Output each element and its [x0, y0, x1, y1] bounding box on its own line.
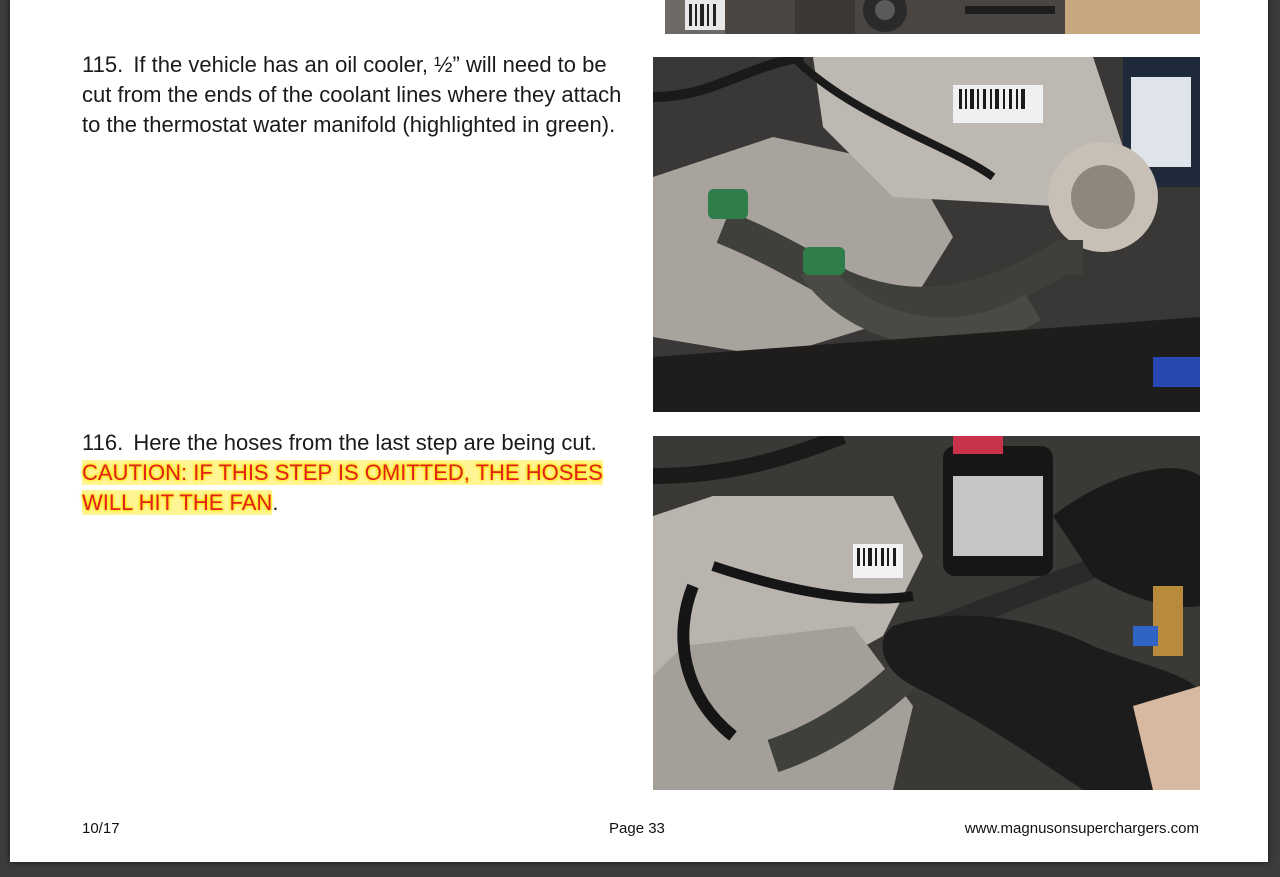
step-116-instruction: Here the hoses from the last step are being cut. [133, 430, 597, 455]
step-116-text [82, 428, 642, 518]
engine-coolant-lines-photo [653, 57, 1200, 412]
step-115-number: 115. [82, 52, 124, 77]
document-page [10, 0, 1268, 862]
previous-step-photo [665, 0, 1200, 34]
footer-date: 10/17 [82, 820, 120, 837]
caution-period: . [272, 490, 279, 515]
caution-warning: CAUTION: IF THIS STEP IS OMITTED, THE HOSES WILL HIT THE FAN [82, 460, 603, 515]
footer-page-number: Page 33 [609, 820, 665, 837]
footer-website: www.magnusonsuperchargers.com [964, 820, 1199, 837]
step-115-instruction: If the vehicle has an oil cooler, ½” will need to be cut from the ends of the coolant lines where they attach to the thermostat water manifold (highlighted in green). [82, 52, 622, 137]
hose-cutting-photo [653, 436, 1200, 790]
step-116-number: 116. [82, 430, 124, 455]
step-115-text [82, 50, 642, 140]
